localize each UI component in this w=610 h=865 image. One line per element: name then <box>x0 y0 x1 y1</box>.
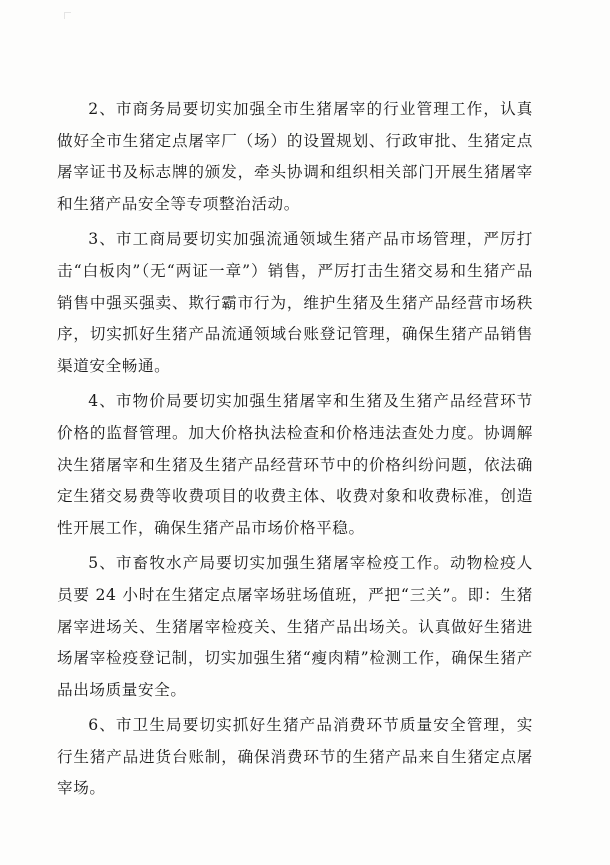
paragraph-price-bureau: 4、市物价局要切实加强生猪屠宰和生猪及生猪产品经营环节价格的监督管理。加大价格执法检查和价格违法查处力度。协调解决生猪屠宰和生猪及生猪产品经营环节中的价格纠纷问题，依法确定生猪交易费等收费项目的收费主体、收费对象和收费标准，创造性开展工作，确保生猪产品市场价格平稳。 <box>57 392 533 537</box>
paragraph-commerce-bureau: 2、市商务局要切实加强全市生猪屠宰的行业管理工作，认真做好全市生猪定点屠宰厂（场）的设置规划、行政审批、生猪定点屠宰证书及标志牌的颁发，牵头协调和组织相关部门开展生猪屠宰和生猪产品安全等专项整治活动。 <box>57 100 533 213</box>
paragraph-livestock-bureau: 5、市畜牧水产局要切实加强生猪屠宰检疫工作。动物检疫人员要 24 小时在生猪定点屠宰场驻场值班，严把“三关”。即：生猪屠宰进场关、生猪屠宰检疫关、生猪产品出场关。认真做好生猪进场屠宰检疫登记制，切实加强生猪“瘦肉精”检测工作，确保生猪产品出场质量安全。 <box>57 554 533 699</box>
paragraph-health-bureau: 6、市卫生局要切实抓好生猪产品消费环节质量安全管理，实行生猪产品进货台账制，确保消费环节的生猪产品来自生猪定点屠宰场。 <box>57 716 533 798</box>
paragraph-industry-commerce-bureau: 3、市工商局要切实加强流通领域生猪产品市场管理，严厉打击“白板肉”（无“两证一章”）销售，严厉打击生猪交易和生猪产品销售中强买强卖、欺行霸市行为，维护生猪及生猪产品经营市场秩序，切实抓好生猪产品流通领域台账登记管理，确保生猪产品销售渠道安全畅通。 <box>57 230 533 375</box>
scan-corner-mark <box>64 12 71 19</box>
document-body <box>57 94 533 809</box>
